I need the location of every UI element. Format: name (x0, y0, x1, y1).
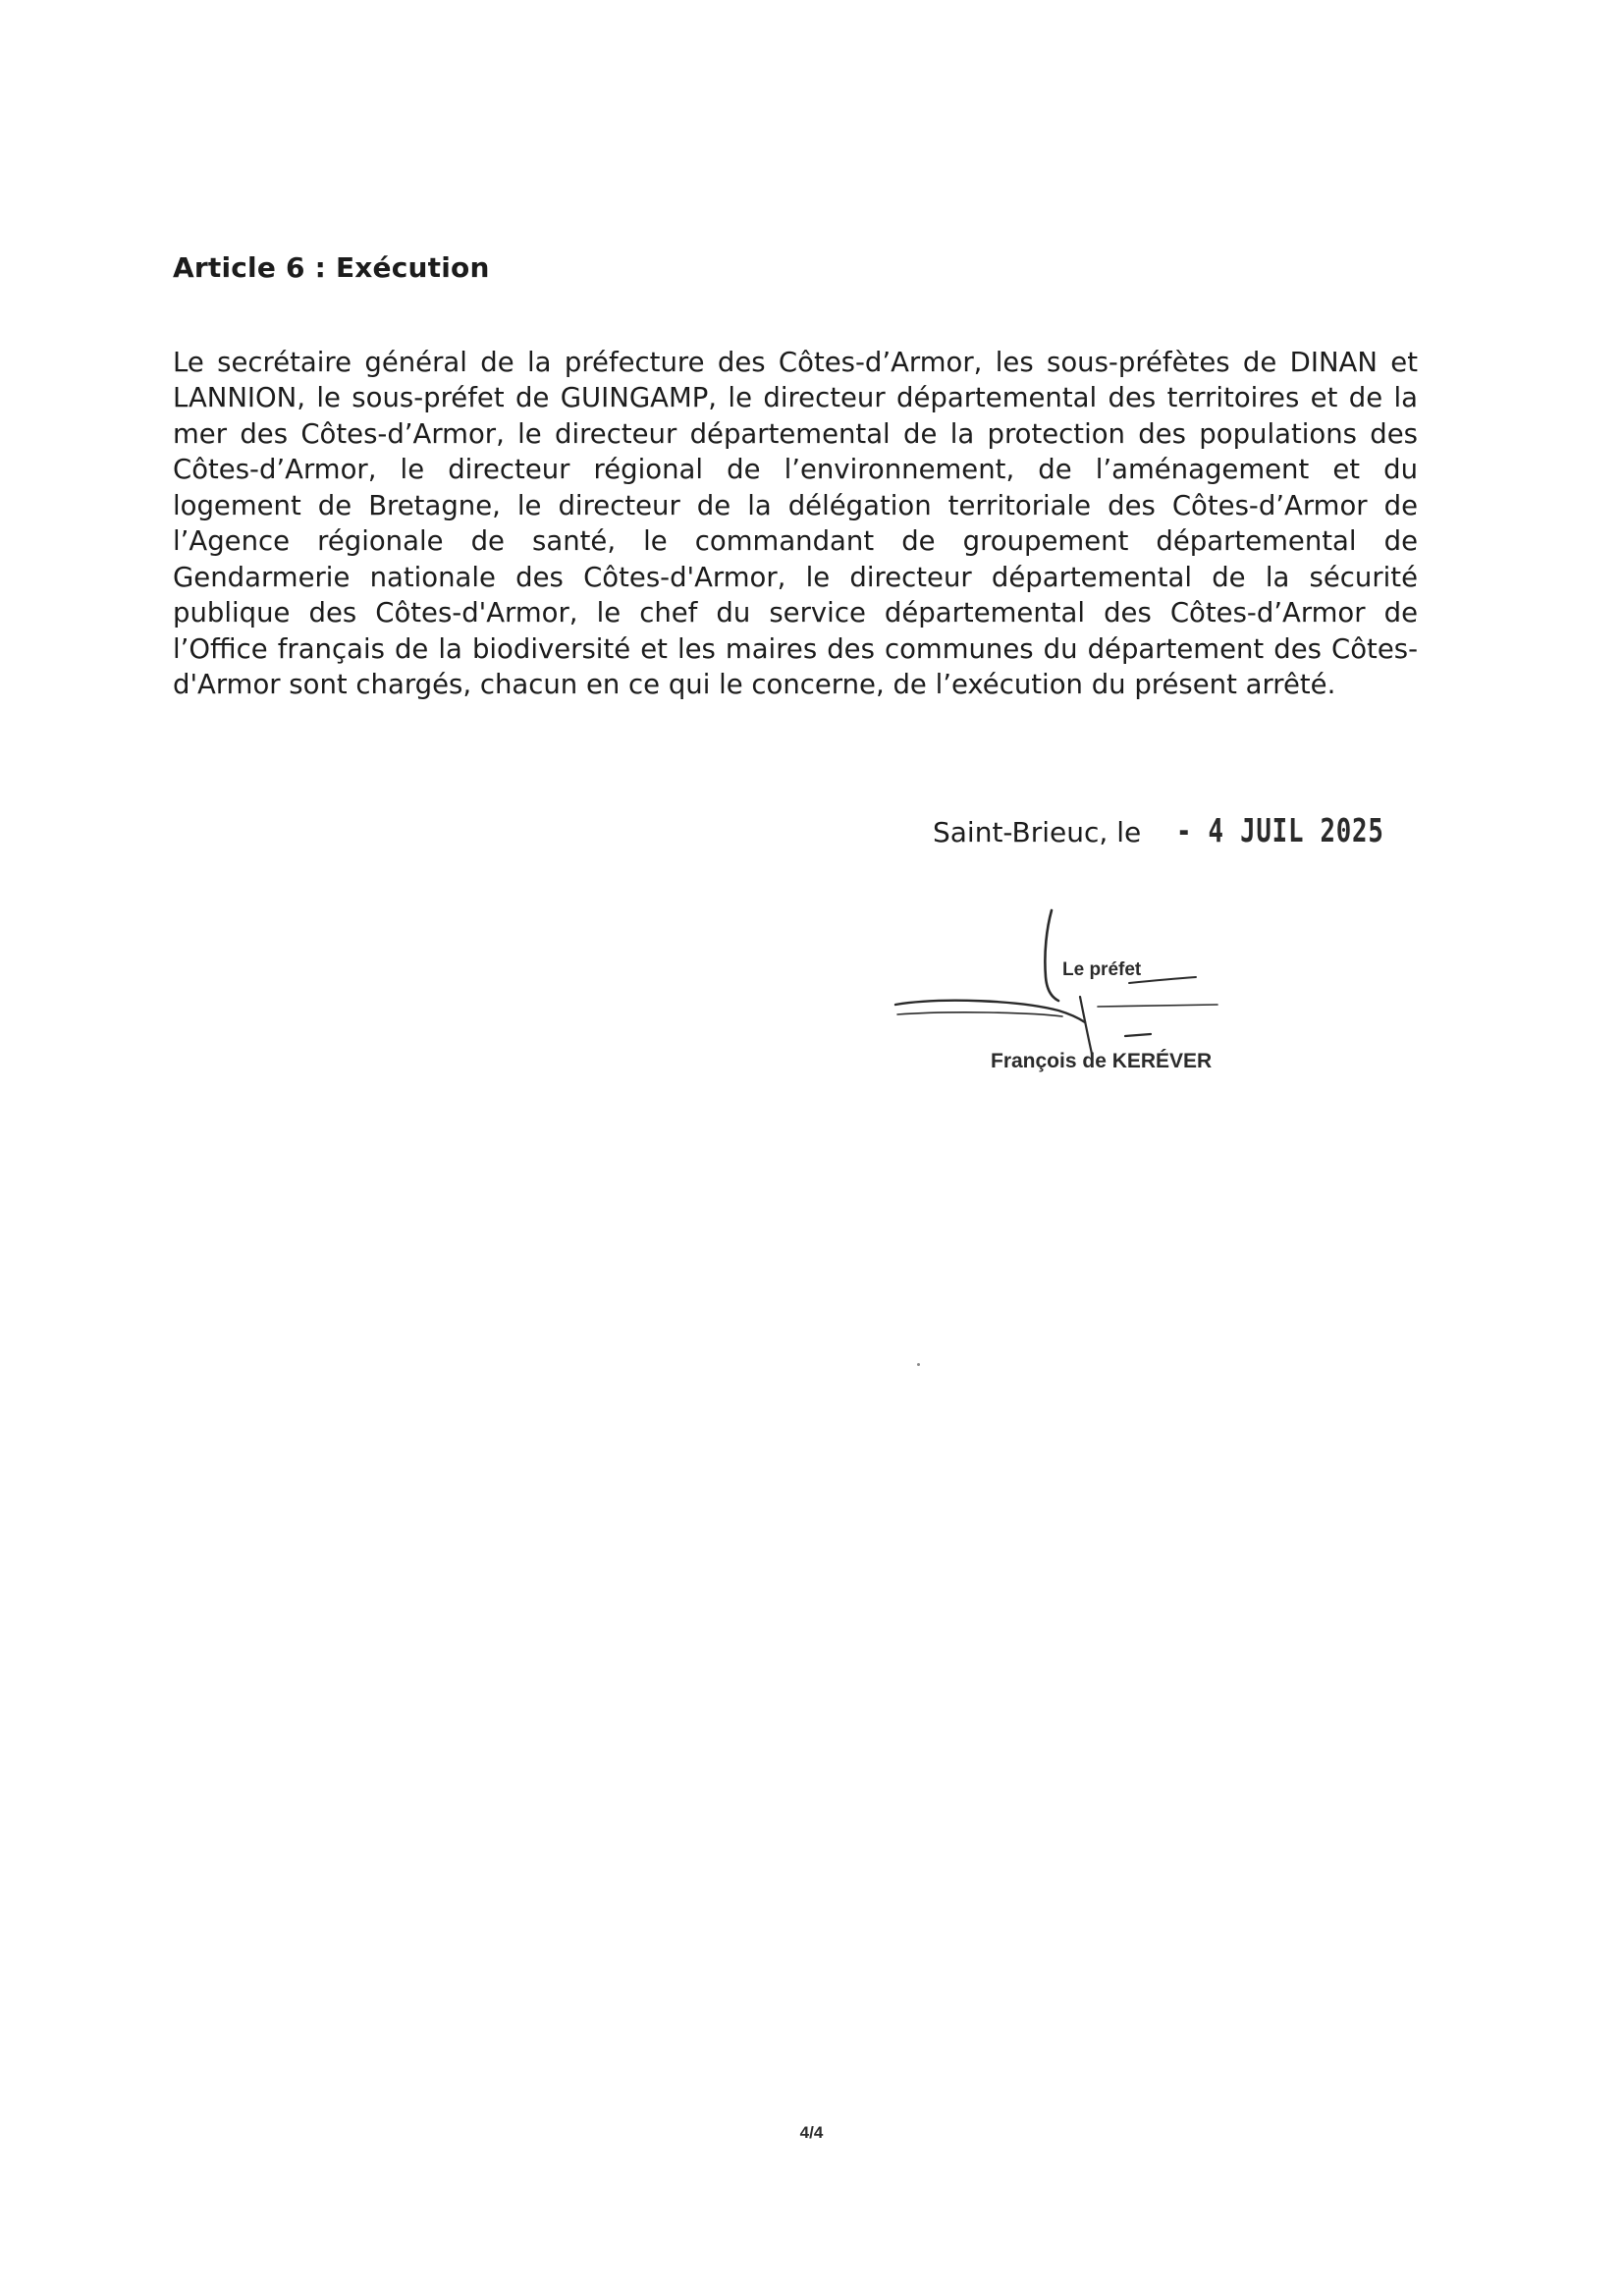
article-body: Le secrétaire général de la préfecture des Côtes-d’Armor, les sous-préfètes de DINAN et LANNION, le sous-préfet de GUINGAMP, le directeur départemental des territoires et de la mer des Côtes-d’Armor, le directeur départemental de la protection des populations des Côtes-d’Armor, le directeur régional de l’environnement, de l’aménagement et du logement de Bretagne, le directeur de la délégation territoriale des Côtes-d’Armor de l’Agence régionale de santé, le commandant de groupement départemental de Gendarmerie nationale des Côtes-d'Armor, le directeur départemental de la sécurité publique des Côtes-d'Armor, le chef du service départemental des Côtes-d’Armor de l’Office français de la biodiversité et les maires des communes du département des Côtes-d'Armor sont chargés, chacun en ce qui le concerne, de l’exécution du présent arrêté. (173, 346, 1418, 700)
date-stamp: - 4 JUIL 2025 (1176, 811, 1384, 849)
place-and-date (933, 811, 1443, 849)
article-title: Article 6 : Exécution (173, 251, 490, 284)
signer-name: François de KERÉVER (991, 1050, 1213, 1072)
place-label: Saint-Brieuc, le (933, 816, 1142, 848)
scan-speck (917, 1363, 920, 1366)
signature-role: Le préfet (1062, 959, 1142, 980)
page-number: 4/4 (799, 2123, 824, 2142)
